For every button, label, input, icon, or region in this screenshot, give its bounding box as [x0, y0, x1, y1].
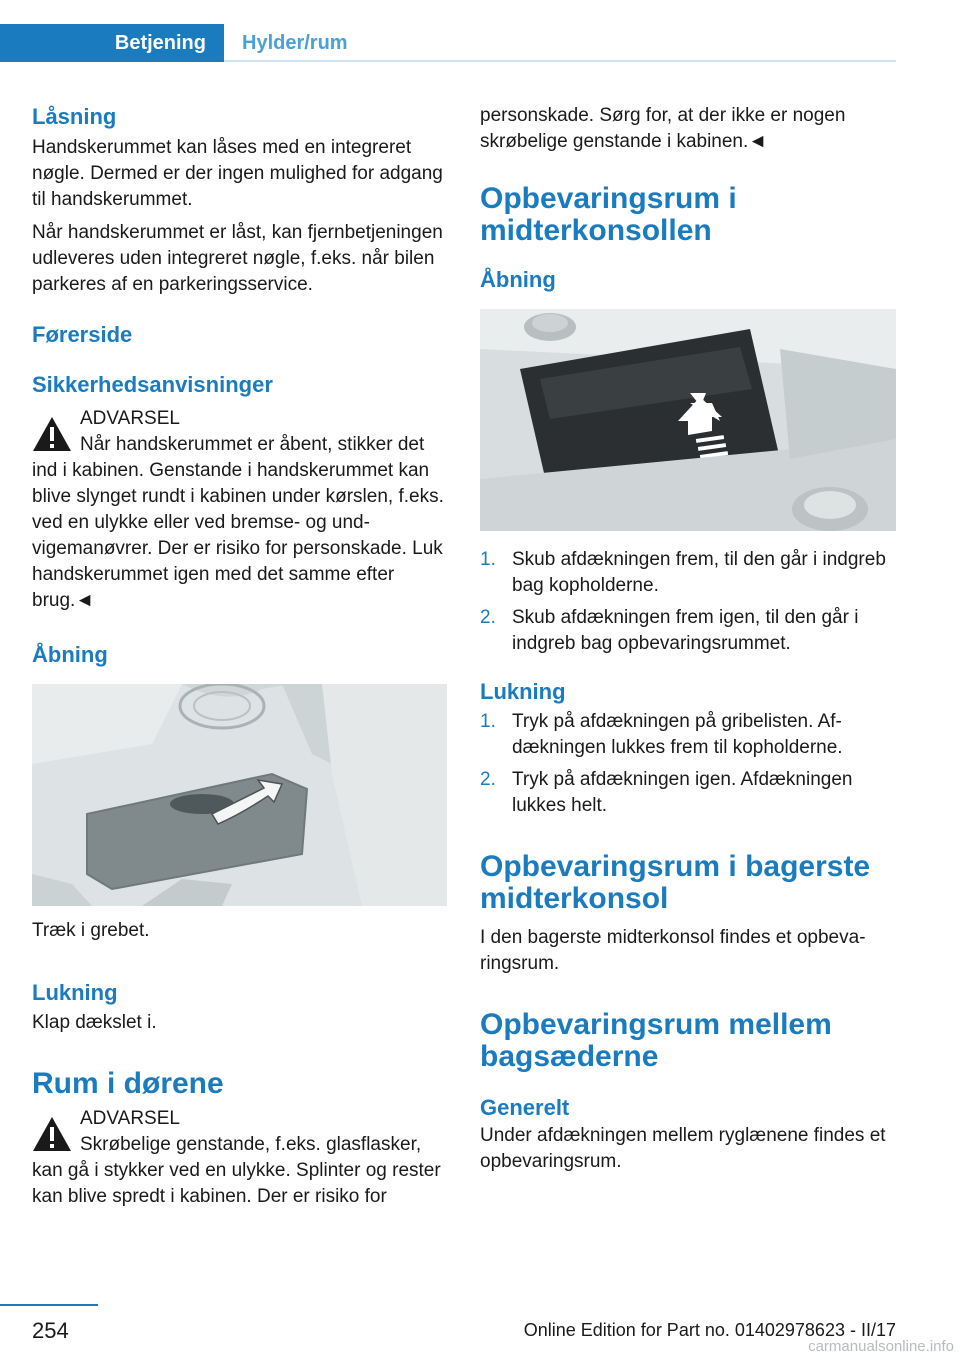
step-text: Tryk på afdækningen igen. Afdækningen lukkes helt.: [512, 769, 853, 816]
footer-divider: [0, 1304, 98, 1306]
paragraph-bagerste: I den bagerste midterkonsol findes et opbevaringsrum.: [480, 927, 866, 974]
glovebox-illustration: [32, 684, 447, 906]
step-number: 2.: [480, 607, 496, 628]
step-text: Skub afdækningen frem, til den går i indgreb bag kopholderne.: [512, 549, 886, 596]
heading-midterkonsollen: Opbevaringsrum i midterkonsollen: [480, 182, 737, 247]
paragraph-continued: personskade. Sørg for, at der ikke er nogen skrøbelige genstande i kabinen.◄: [480, 105, 846, 152]
heading-forerside: Førerside: [32, 322, 133, 347]
warning-label: ADVARSEL: [80, 1108, 180, 1129]
paragraph-generelt: Under afdækningen mellem ryglænene findes et opbevaringsrum.: [480, 1125, 886, 1172]
heading-bagerste: Opbevaringsrum i bagerste midterkonsol: [480, 850, 871, 915]
warning-text: Når handskerummet er åbent, stikker det ind i kabinen. Genstande i handskerummet kan blive slynget rundt i kabinen under kørslen, f.eks. ved en ulykke eller ved bremse- og undvigemanøvrer. Der er risiko for personskade. Luk handskerummet igen med det samme efter brug.◄: [32, 434, 444, 611]
warning-box-1: [32, 406, 447, 614]
heading-lukning-right: Lukning: [480, 679, 566, 704]
step-number: 1.: [480, 711, 496, 732]
heading-aabning-right: Åbning: [480, 267, 556, 292]
tab-hylder-rum[interactable]: Hylder/rum: [242, 31, 348, 54]
list-item: [480, 605, 895, 657]
warning-box-2: [32, 1106, 447, 1210]
edition-text: Online Edition for Part no. 01402978623 - II/17: [523, 1320, 896, 1340]
paragraph-laasning-1: Handskerummet kan låses med en integreret nøgle. Dermed er der ingen mulighed for adgang til handskerummet.: [32, 137, 443, 210]
list-item: [480, 767, 895, 819]
lukning-steps: [480, 709, 895, 819]
step-text: Skub afdækningen frem igen, til den går i indgreb bag opbevaringsrummet.: [512, 607, 859, 654]
step-text: Tryk på afdækningen på gribelisten. Afdækningen lukkes frem til kopholderne.: [512, 711, 843, 758]
step-number: 2.: [480, 769, 496, 790]
heading-lukning: Lukning: [32, 980, 118, 1005]
warning-text: Skrøbelige genstande, f.eks. glasflasker, kan gå i stykker ved en ulykke. Splinter og rester kan blive spredt i kabinen. Der er risiko for: [32, 1134, 441, 1207]
heading-laasning: Låsning: [32, 104, 117, 129]
warning-triangle-icon: [32, 416, 72, 452]
heading-sikkerhedsanvisninger: Sikkerhedsanvisninger: [32, 372, 273, 397]
heading-aabning: Åbning: [32, 642, 108, 667]
watermark-text: carmanualsonline.info: [808, 1338, 954, 1355]
left-column: [32, 100, 447, 1210]
step-number: 1.: [480, 549, 496, 570]
console-figure: [480, 309, 896, 531]
header-divider: [224, 60, 896, 62]
aabning-steps: [480, 547, 895, 657]
caption-aabning: Træk i grebet.: [32, 920, 150, 941]
warning-label: ADVARSEL: [80, 408, 180, 429]
heading-mellem-bagsaederne: Opbevaringsrum mellem bagsæderne: [480, 1008, 832, 1073]
heading-rum-i-dorene: Rum i dørene: [32, 1067, 224, 1100]
paragraph-laasning-2: Når handskerummet er låst, kan fjernbetjeningen udleveres uden integreret nøgle, f.eks. når bilen parkeres af en parkeringsservice.: [32, 222, 443, 295]
list-item: [480, 709, 895, 761]
right-column: [480, 100, 895, 1175]
tab-betjening[interactable]: Betjening: [0, 24, 224, 62]
list-item: [480, 547, 895, 599]
glovebox-figure: [32, 684, 447, 906]
warning-triangle-icon: [32, 1116, 72, 1152]
heading-generelt: Generelt: [480, 1095, 570, 1120]
paragraph-lukning: Klap dækslet i.: [32, 1012, 157, 1033]
page-number: 254: [32, 1318, 69, 1343]
console-illustration: [480, 309, 896, 531]
page-header: [0, 0, 960, 62]
